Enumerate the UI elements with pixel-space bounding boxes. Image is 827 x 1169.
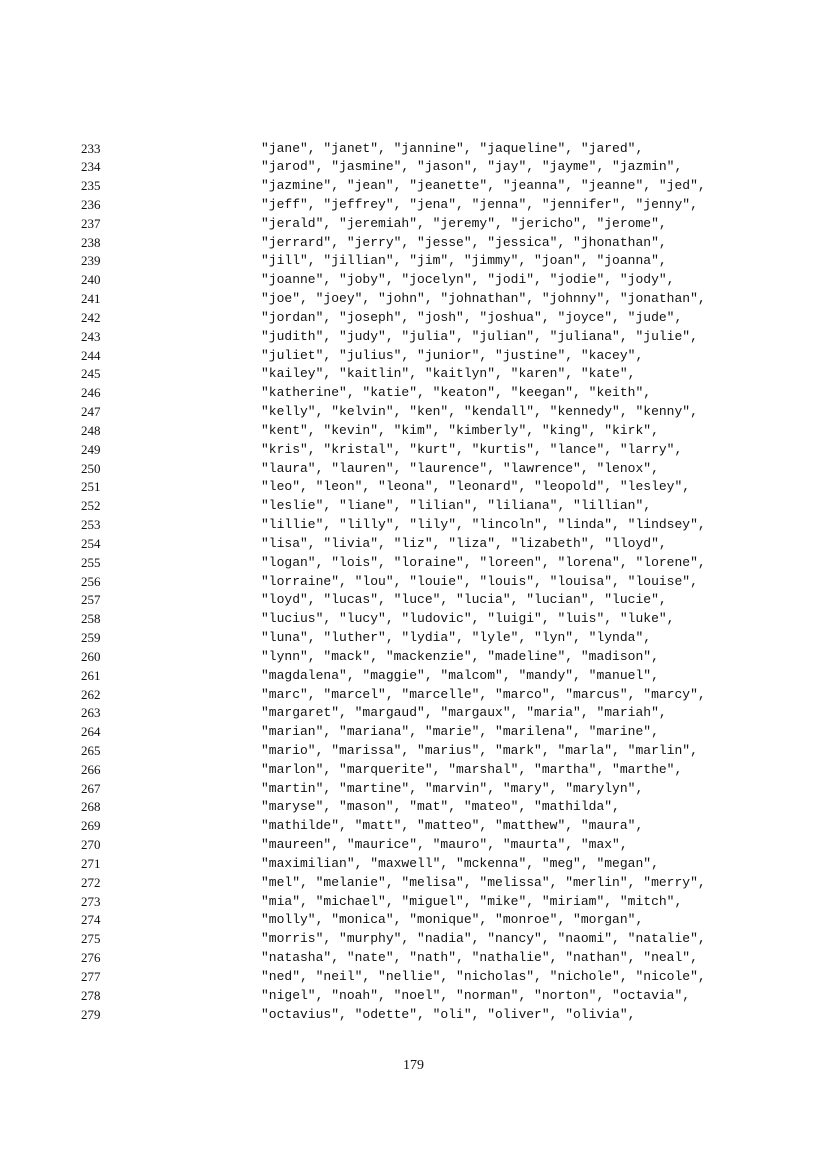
code-line: [0, 761, 827, 780]
line-number: 276: [81, 950, 101, 966]
line-number: 265: [81, 743, 101, 758]
line-code: "leslie", "liane", "lilian", "liliana", "lillian",: [261, 498, 652, 514]
line-number: 270: [81, 837, 101, 853]
code-line: [0, 234, 827, 253]
code-listing: [0, 140, 827, 1025]
line-number: 247: [81, 404, 101, 420]
line-number: 266: [81, 761, 101, 777]
line-number: 256: [81, 573, 101, 589]
code-line: [0, 949, 827, 968]
line-code: "margaret", "margaud", "margaux", "maria", "mariah",: [261, 705, 667, 721]
line-code: "nigel", "noah", "noel", "norman", "norton", "octavia",: [261, 987, 691, 1003]
code-line: [0, 290, 827, 309]
line-code: "jazmine", "jean", "jeanette", "jeanna", "jeanne", "jed",: [261, 178, 706, 194]
code-line: [0, 836, 827, 855]
line-code: "magdalena", "maggie", "malcom", "mandy", "manuel",: [261, 667, 659, 683]
line-code: "joanne", "joby", "jocelyn", "jodi", "jodie", "jody",: [261, 272, 675, 288]
line-code: "maximilian", "maxwell", "mckenna", "meg", "megan",: [261, 855, 659, 871]
line-code: "laura", "lauren", "laurence", "lawrence", "lenox",: [261, 460, 659, 476]
line-number: 274: [81, 912, 101, 928]
line-code: "juliet", "julius", "junior", "justine", "kacey",: [261, 347, 644, 363]
line-number: 236: [81, 196, 101, 212]
code-line: [0, 893, 827, 912]
code-line: [0, 723, 827, 742]
line-code: "lucius", "lucy", "ludovic", "luigi", "luis", "luke",: [261, 611, 675, 627]
code-line: [0, 1006, 827, 1025]
line-number: 234: [81, 159, 101, 175]
line-code: "ned", "neil", "nellie", "nicholas", "nichole", "nicole",: [261, 968, 706, 984]
line-code: "lorraine", "lou", "louie", "louis", "louisa", "louise",: [261, 573, 698, 589]
line-number: 260: [81, 648, 101, 664]
line-number: 267: [81, 780, 101, 796]
line-code: "mario", "marissa", "marius", "mark", "marla", "marlin",: [261, 743, 698, 758]
line-code: "lynn", "mack", "mackenzie", "madeline", "madison",: [261, 648, 659, 664]
code-line: [0, 158, 827, 177]
line-code: "loyd", "lucas", "luce", "lucia", "lucian", "lucie",: [261, 592, 667, 608]
code-line: [0, 798, 827, 817]
code-line: [0, 535, 827, 554]
line-number: 237: [81, 215, 101, 231]
line-code: "lillie", "lilly", "lily", "lincoln", "linda", "lindsey",: [261, 517, 706, 533]
line-code: "morris", "murphy", "nadia", "nancy", "naomi", "natalie",: [261, 931, 706, 947]
code-line: [0, 686, 827, 705]
line-number: 258: [81, 611, 101, 627]
line-number: 261: [81, 667, 101, 683]
line-code: "marlon", "marquerite", "marshal", "martha", "marthe",: [261, 761, 683, 777]
code-line: [0, 554, 827, 573]
line-number: 250: [81, 460, 101, 476]
code-line: [0, 911, 827, 930]
page-number: 179: [403, 1058, 424, 1073]
line-number: 259: [81, 630, 101, 646]
code-line: [0, 460, 827, 479]
code-line: [0, 441, 827, 460]
line-number: 254: [81, 535, 101, 551]
code-line: [0, 215, 827, 234]
code-line: [0, 780, 827, 799]
line-code: "jane", "janet", "jannine", "jaqueline", "jared",: [261, 140, 644, 156]
line-number: 279: [81, 1006, 101, 1022]
line-number: 277: [81, 968, 101, 984]
line-number: 272: [81, 874, 101, 890]
line-number: 235: [81, 178, 101, 194]
line-number: 262: [81, 686, 101, 702]
code-line: [0, 140, 827, 159]
line-code: "mathilde", "matt", "matteo", "matthew", "maura",: [261, 818, 644, 834]
code-line: [0, 610, 827, 629]
code-line: [0, 478, 827, 497]
line-number: 253: [81, 517, 101, 533]
line-code: "jerald", "jeremiah", "jeremy", "jericho", "jerome",: [261, 215, 667, 231]
line-code: "judith", "judy", "julia", "julian", "juliana", "julie",: [261, 328, 698, 344]
line-number: 241: [81, 291, 101, 307]
line-code: "katherine", "katie", "keaton", "keegan", "keith",: [261, 385, 652, 401]
line-number: 268: [81, 799, 101, 815]
code-line: [0, 403, 827, 422]
code-line: [0, 309, 827, 328]
code-line: [0, 196, 827, 215]
line-code: "jerrard", "jerry", "jesse", "jessica", "jhonathan",: [261, 234, 667, 250]
line-code: "octavius", "odette", "oli", "oliver", "olivia",: [261, 1006, 636, 1022]
code-line: [0, 177, 827, 196]
line-code: "jarod", "jasmine", "jason", "jay", "jayme", "jazmin",: [261, 159, 683, 175]
line-number: 271: [81, 855, 101, 871]
code-line: [0, 516, 827, 535]
code-line: [0, 365, 827, 384]
line-number: 251: [81, 479, 101, 495]
line-number: 240: [81, 272, 101, 288]
code-line: [0, 742, 827, 761]
line-code: "kent", "kevin", "kim", "kimberly", "king", "kirk",: [261, 422, 659, 438]
line-number: 243: [81, 328, 101, 344]
line-code: "jill", "jillian", "jim", "jimmy", "joan", "joanna",: [261, 253, 667, 269]
line-number: 273: [81, 893, 101, 909]
line-code: "maryse", "mason", "mat", "mateo", "mathilda",: [261, 799, 620, 815]
line-code: "maureen", "maurice", "mauro", "maurta", "max",: [261, 837, 628, 853]
line-code: "marc", "marcel", "marcelle", "marco", "marcus", "marcy",: [261, 686, 706, 702]
line-number: 239: [81, 253, 101, 269]
code-line: [0, 968, 827, 987]
line-code: "logan", "lois", "loraine", "loreen", "lorena", "lorene",: [261, 554, 706, 570]
line-number: 264: [81, 724, 101, 740]
line-code: "martin", "martine", "marvin", "mary", "marylyn",: [261, 780, 644, 796]
code-line: [0, 591, 827, 610]
line-number: 242: [81, 309, 101, 325]
line-code: "mia", "michael", "miguel", "mike", "miriam", "mitch",: [261, 893, 683, 909]
line-code: "marian", "mariana", "marie", "marilena", "marine",: [261, 724, 659, 740]
code-line: [0, 384, 827, 403]
code-line: [0, 704, 827, 723]
code-line: [0, 347, 827, 366]
code-line: [0, 328, 827, 347]
line-number: 249: [81, 441, 101, 457]
line-code: "lisa", "livia", "liz", "liza", "lizabeth", "lloyd",: [261, 535, 667, 551]
line-number: 263: [81, 705, 101, 721]
line-code: "jordan", "joseph", "josh", "joshua", "joyce", "jude",: [261, 309, 683, 325]
code-line: [0, 667, 827, 686]
line-code: "natasha", "nate", "nath", "nathalie", "nathan", "neal",: [261, 950, 698, 966]
line-code: "leo", "leon", "leona", "leonard", "leopold", "lesley",: [261, 479, 691, 495]
code-line: [0, 497, 827, 516]
line-number: 244: [81, 347, 101, 363]
line-number: 245: [81, 366, 101, 382]
code-line: [0, 573, 827, 592]
code-line: [0, 930, 827, 949]
code-line: [0, 874, 827, 893]
line-number: 257: [81, 592, 101, 608]
line-code: "jeff", "jeffrey", "jena", "jenna", "jennifer", "jenny",: [261, 196, 698, 212]
line-code: "mel", "melanie", "melisa", "melissa", "merlin", "merry",: [261, 874, 706, 890]
line-number: 269: [81, 818, 101, 834]
line-code: "kelly", "kelvin", "ken", "kendall", "kennedy", "kenny",: [261, 404, 698, 420]
line-code: "molly", "monica", "monique", "monroe", "morgan",: [261, 912, 644, 928]
line-code: "joe", "joey", "john", "johnathan", "johnny", "jonathan",: [261, 291, 706, 307]
line-number: 252: [81, 498, 101, 514]
code-line: [0, 629, 827, 648]
code-line: [0, 648, 827, 667]
code-line: [0, 987, 827, 1006]
code-line: [0, 855, 827, 874]
line-number: 246: [81, 385, 101, 401]
line-number: 255: [81, 554, 101, 570]
line-code: "kris", "kristal", "kurt", "kurtis", "lance", "larry",: [261, 441, 683, 457]
line-code: "kailey", "kaitlin", "kaitlyn", "karen", "kate",: [261, 366, 636, 382]
code-line: [0, 271, 827, 290]
line-number: 233: [81, 140, 101, 156]
code-line: [0, 252, 827, 271]
line-number: 238: [81, 234, 101, 250]
line-number: 275: [81, 931, 101, 947]
code-line: [0, 817, 827, 836]
line-number: 278: [81, 987, 101, 1003]
line-code: "luna", "luther", "lydia", "lyle", "lyn", "lynda",: [261, 630, 652, 646]
line-number: 248: [81, 422, 101, 438]
code-line: [0, 422, 827, 441]
